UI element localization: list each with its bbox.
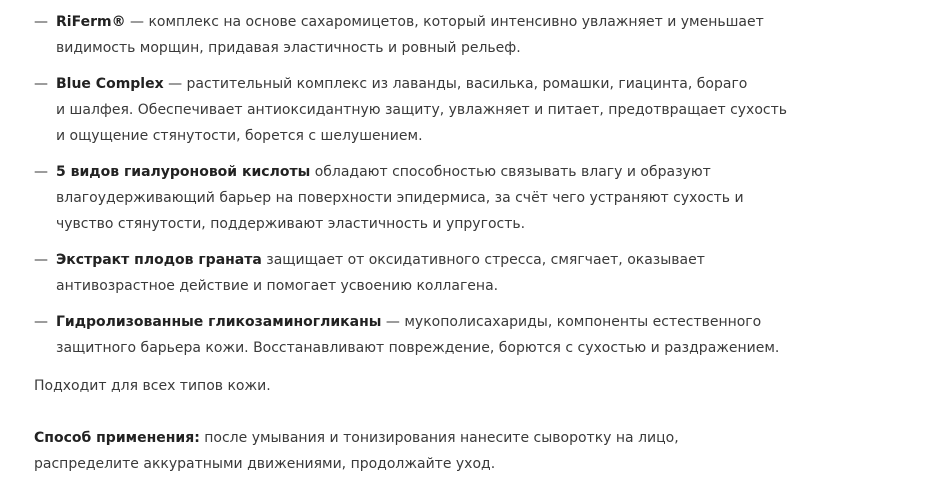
ingredient-name: 5 видов гиалуроновой кислоты bbox=[56, 164, 311, 180]
ingredient-item bbox=[34, 309, 794, 361]
ingredient-text-line: и ощущение стянутости, борется с шелушением. bbox=[56, 128, 423, 144]
usage-text: после умывания и тонизирования нанесите сыворотку на лицо, bbox=[199, 430, 679, 446]
ingredient-text-line: видимость морщин, придавая эластичность и ровный рельеф. bbox=[56, 40, 521, 56]
ingredient-name: RiFerm® bbox=[56, 14, 126, 30]
usage-instructions bbox=[34, 425, 679, 477]
ingredient-item bbox=[34, 247, 794, 299]
ingredient-text: — мукополисахариды, компоненты естественного bbox=[381, 314, 762, 330]
ingredient-item bbox=[34, 159, 794, 237]
ingredient-name: Blue Complex bbox=[56, 76, 164, 92]
ingredient-first-line bbox=[56, 247, 794, 273]
dash-marker: — bbox=[34, 252, 48, 268]
dash-marker: — bbox=[34, 76, 48, 92]
ingredients-list bbox=[34, 9, 794, 361]
ingredient-text-line: защитного барьера кожи. Восстанавливают повреждение, борются с сухостью и раздражением. bbox=[56, 340, 780, 356]
ingredient-text-line: влагоудерживающий барьер на поверхности эпидермиса, за счёт чего устраняют сухость и bbox=[56, 190, 744, 206]
ingredient-text: обладают способностью связывать влагу и образуют bbox=[310, 164, 711, 180]
usage-first-line bbox=[34, 425, 679, 451]
dash-marker: — bbox=[34, 14, 48, 30]
ingredient-text: защищает от оксидативного стресса, смягчает, оказывает bbox=[261, 252, 705, 268]
dash-marker: — bbox=[34, 314, 48, 330]
usage-label: Способ применения: bbox=[34, 430, 200, 446]
ingredient-text-line: и шалфея. Обеспечивает антиоксидантную защиту, увлажняет и питает, предотвращает сухость bbox=[56, 102, 788, 118]
ingredient-text-line: чувство стянутости, поддерживают эластичность и упругость. bbox=[56, 216, 526, 232]
dash-marker: — bbox=[34, 164, 48, 180]
ingredient-name: Экстракт плодов граната bbox=[56, 252, 262, 268]
ingredient-first-line bbox=[56, 159, 794, 185]
ingredient-item bbox=[34, 71, 794, 149]
ingredient-name: Гидролизованные гликозаминогликаны bbox=[56, 314, 382, 330]
skin-type-note: Подходит для всех типов кожи. bbox=[34, 378, 271, 394]
ingredient-item bbox=[34, 9, 794, 61]
ingredient-text: — растительный комплекс из лаванды, василька, ромашки, гиацинта, бораго bbox=[163, 76, 748, 92]
usage-text-line: распределите аккуратными движениями, продолжайте уход. bbox=[34, 456, 496, 472]
ingredient-text: — комплекс на основе сахаромицетов, который интенсивно увлажняет и уменьшает bbox=[125, 14, 764, 30]
ingredient-first-line bbox=[56, 9, 794, 35]
ingredient-first-line bbox=[56, 71, 794, 97]
ingredient-first-line bbox=[56, 309, 794, 335]
ingredient-text-line: антивозрастное действие и помогает усвоению коллагена. bbox=[56, 278, 499, 294]
